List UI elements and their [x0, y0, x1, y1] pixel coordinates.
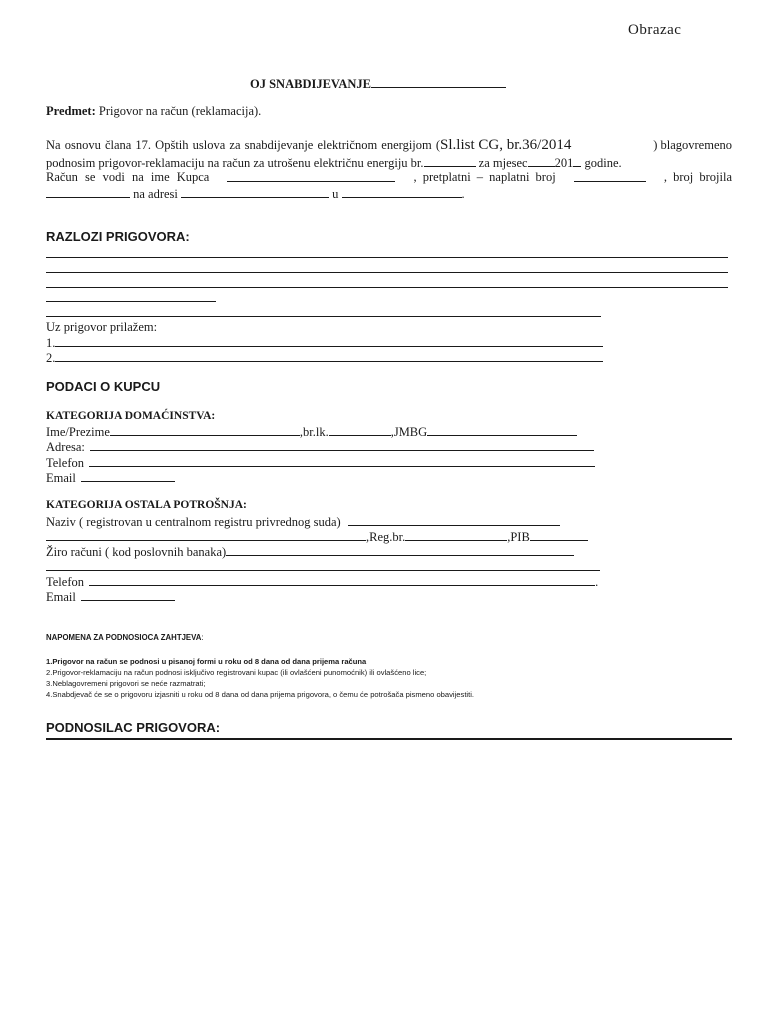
other-email-row [46, 589, 175, 605]
intro-line3-a: Račun se vodi na ime Kupca [46, 170, 210, 184]
household-id-field[interactable] [329, 424, 391, 436]
household-email-row [46, 470, 175, 486]
other-phone-row [46, 574, 598, 590]
attachment-2-field[interactable] [55, 350, 603, 362]
meter-number-field[interactable] [46, 186, 130, 198]
household-jmbg-field[interactable] [427, 424, 577, 436]
household-email-label: Email [46, 471, 76, 485]
subscriber-number-field[interactable] [574, 170, 646, 182]
subject-line [46, 104, 261, 119]
notice-item-4: 4.Snabdjevač će se o prigovoru izjasniti u roku od 8 dana od dana prijema prigovora, o čemu će potrošača pismeno obavijestiti. [46, 690, 475, 699]
other-email-label: Email [46, 590, 76, 604]
intro-line-3 [46, 170, 732, 185]
other-reg-label: ,Reg.br. [366, 530, 406, 544]
attachment-1-number: 1. [46, 336, 56, 350]
reasons-line-3[interactable] [46, 287, 728, 288]
household-phone-label: Telefon [46, 456, 84, 470]
other-pib-label: ,PIB [507, 530, 530, 544]
other-reg-row [46, 529, 588, 545]
intro-line3-c: , broj brojila [663, 170, 732, 184]
address-field[interactable] [181, 186, 329, 198]
household-phone-field[interactable] [89, 455, 595, 467]
household-email-field[interactable] [81, 470, 175, 482]
intro-line2-b: za mjesec [475, 156, 528, 170]
other-email-field[interactable] [81, 589, 175, 601]
city-field[interactable] [342, 186, 462, 198]
other-heading: KATEGORIJA OSTALA POTROŠNJA: [46, 499, 247, 511]
intro-line3-b: , pretplatni – naplatni broj [413, 170, 556, 184]
other-pib-field[interactable] [530, 529, 588, 541]
household-address-row [46, 439, 594, 455]
household-heading: KATEGORIJA DOMAĆINSTVA: [46, 410, 216, 422]
household-address-label: Adresa: [46, 440, 85, 454]
notice-item-3: 3.Neblagovremeni prigovori se neće razmatrati; [46, 679, 206, 688]
supplier-blank[interactable] [371, 76, 506, 88]
intro-line4-b: u [332, 187, 339, 201]
reasons-line-4[interactable] [46, 301, 216, 302]
notice-heading-text: NAPOMENA ZA PODNOSIOCA ZAHTJEVA [46, 633, 202, 642]
submitter-signature-line[interactable] [46, 738, 732, 740]
subject-label: Predmet: [46, 104, 96, 118]
attachment-1-field[interactable] [55, 335, 603, 347]
intro-line2-a: podnosim prigovor-reklamaciju na račun za utrošenu električnu energiju br. [46, 156, 424, 170]
other-reg-field[interactable] [405, 529, 507, 541]
customer-heading: PODACI O KUPCU [46, 379, 161, 394]
intro-line4-c: . [461, 187, 465, 201]
household-name-label: Ime/Prezime [46, 425, 110, 439]
notice-heading-end: : [201, 633, 204, 642]
other-phone-field[interactable] [89, 574, 595, 586]
reasons-line-5[interactable] [46, 316, 601, 317]
other-account-line-2[interactable] [46, 570, 600, 571]
household-id-label: ,br.lk. [299, 425, 329, 439]
household-address-field[interactable] [90, 439, 594, 451]
other-account-label: Žiro računi ( kod poslovnih banaka) [46, 545, 227, 559]
household-name-row [46, 424, 577, 440]
other-phone-end: . [595, 575, 599, 589]
notice-item-2: 2.Prigovor-reklamaciju na račun podnosi isključivo registrovani kupac (ili ovlašćeni punomoćnik) ili ovlašćeno lice; [46, 668, 427, 677]
reasons-line-2[interactable] [46, 272, 728, 273]
customer-name-field[interactable] [227, 170, 395, 182]
attachment-1 [46, 335, 603, 351]
other-account-row [46, 544, 574, 560]
intro-line1-a: Na osnovu člana 17. Opštih uslova za snabdijevanje električnom energijom ( [46, 138, 441, 152]
attachment-2-number: 2. [46, 351, 56, 365]
subject-text: Prigovor na račun (reklamacija). [98, 104, 262, 118]
reasons-heading: RAZLOZI PRIGOVORA: [46, 229, 190, 244]
intro-line4-a: na adresi [133, 187, 178, 201]
form-label: Obrazac [628, 22, 682, 38]
reasons-line-1[interactable] [46, 257, 728, 258]
invoice-number-field[interactable] [424, 155, 476, 167]
other-account-field[interactable] [226, 544, 574, 556]
notice-item-1: 1.Prigovor na račun se podnosi u pisanoj formi u roku od 8 dana od dana prijema računa [46, 657, 367, 666]
household-jmbg-label: ,JMBG [390, 425, 428, 439]
intro-line-2 [46, 155, 622, 171]
intro-line2-c: 201 [554, 156, 574, 170]
other-name-row [46, 514, 560, 530]
attachments-label: Uz prigovor prilažem: [46, 320, 158, 334]
intro-line-1 [46, 138, 732, 153]
household-phone-row [46, 455, 595, 471]
intro-line1-b: ) blagovremeno [653, 138, 732, 152]
intro-line2-d: godine. [581, 156, 622, 170]
other-name-field[interactable] [348, 514, 560, 526]
law-reference: Sl.list CG, br.36/2014 [440, 137, 572, 153]
notice-heading [46, 632, 204, 643]
other-name-continue-field[interactable] [46, 529, 366, 541]
month-field[interactable] [528, 155, 555, 167]
supplier-title-text: OJ SNABDIJEVANJE [250, 77, 371, 91]
other-phone-label: Telefon [46, 575, 84, 589]
household-name-field[interactable] [110, 424, 300, 436]
supplier-title [250, 76, 506, 92]
submitter-heading: PODNOSILAC PRIGOVORA: [46, 720, 221, 735]
other-name-label: Naziv ( registrovan u centralnom registru privrednog suda) [46, 515, 341, 529]
intro-line-4 [46, 186, 465, 202]
attachment-2 [46, 350, 603, 366]
